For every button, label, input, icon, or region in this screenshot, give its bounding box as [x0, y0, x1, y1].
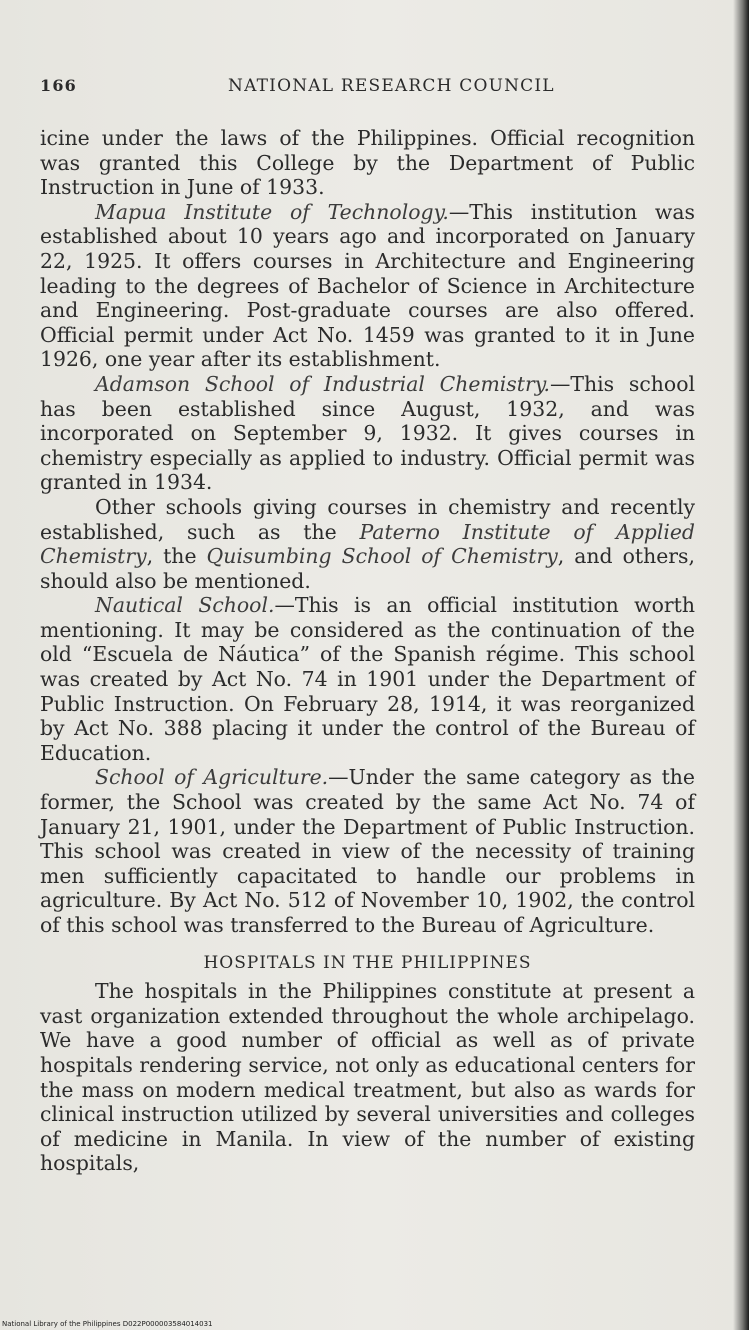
page-number: 166 — [40, 76, 77, 95]
entry-title-nautical: Nautical School. — [95, 593, 275, 618]
running-header — [40, 76, 709, 102]
entry-text-nautical: —This is an official institution worth mentioning. It may be considered as the continuation of the old “Escuela de Náutica” of the Spanish régime. This school was created by Act No. 74 in 1901 under the Department of Public Instruction. On February 28, 1914, it was reorganized by Act No. 388 placing it under the control of the Bureau of Education. — [40, 593, 695, 765]
section-heading-hospitals: HOSPITALS IN THE PHILIPPINES — [203, 952, 532, 973]
paragraph-continuation: icine under the laws of the Philippines. Official recognition was granted this College by the Department of Public Instruction in June of 1933. — [40, 126, 695, 200]
paragraph-nautical — [40, 593, 695, 765]
quisumbing-school-name: Quisumbing School of Chemistry — [206, 544, 558, 569]
entry-text-agriculture: —Under the same category as the former, the School was created by the same Act No. 74 of January 21, 1901, under the Department of Public Instruction. This school was created in view of the necessity of training men sufficiently capacitated to handle our problems in agriculture. By Act No. 512 of November 10, 1902, the control of this school was transferred to the Bureau of Agriculture. — [40, 765, 695, 937]
other-schools-text-b: , the — [146, 544, 207, 569]
paragraph-hospitals: The hospitals in the Philippines constitute at present a vast organization extended throughout the whole archipelago. We have a good number of official as well as of private hospitals rendering service, not only as educational centers for the mass on modern medical treatment, but also as wards for clinical instruction utilized by several universities and colleges of medicine in Manila. In view of the number of existing hospitals, — [40, 979, 695, 1176]
other-schools-text-a: Other schools giving courses in chemistry and recently established, such as the — [40, 494, 695, 544]
other-schools-text-c: , and others, should also be mentioned. — [40, 544, 695, 593]
scan-footer-note: National Library of the Philippines D022P000003584014031 — [2, 1320, 213, 1328]
paterno-institute-name: Paterno Institute of Applied Chemistry — [40, 519, 695, 569]
paragraph-other-schools — [40, 495, 695, 593]
entry-title-agriculture: School of Agriculture. — [95, 765, 329, 790]
entry-text-mapua: —This institution was established about 10 years ago and incorporated on January 22, 1925. It offers courses in Architecture and Engineering leading to the degrees of Bachelor of Science in Architecture and Engineering. Post-graduate courses are also offered. Official permit under Act No. 1459 was granted to it in June 1926, one year after its establishment. — [40, 199, 695, 372]
entry-title-mapua: Mapua Institute of Technology. — [95, 199, 449, 224]
entry-text-adamson: —This school has been established since August, 1932, and was incorporated on September 9, 1932. It gives courses in chemistry especially as applied to industry. Official permit was granted in 1934. — [40, 371, 695, 495]
header-title: NATIONAL RESEARCH COUNCIL — [228, 76, 555, 96]
paragraph-adamson — [40, 372, 695, 495]
body-text — [40, 126, 695, 1176]
page-binding-shadow — [733, 0, 749, 1330]
paragraph-mapua — [40, 200, 695, 372]
paragraph-agriculture — [40, 765, 695, 937]
entry-title-adamson: Adamson School of Industrial Chemistry. — [95, 371, 551, 396]
